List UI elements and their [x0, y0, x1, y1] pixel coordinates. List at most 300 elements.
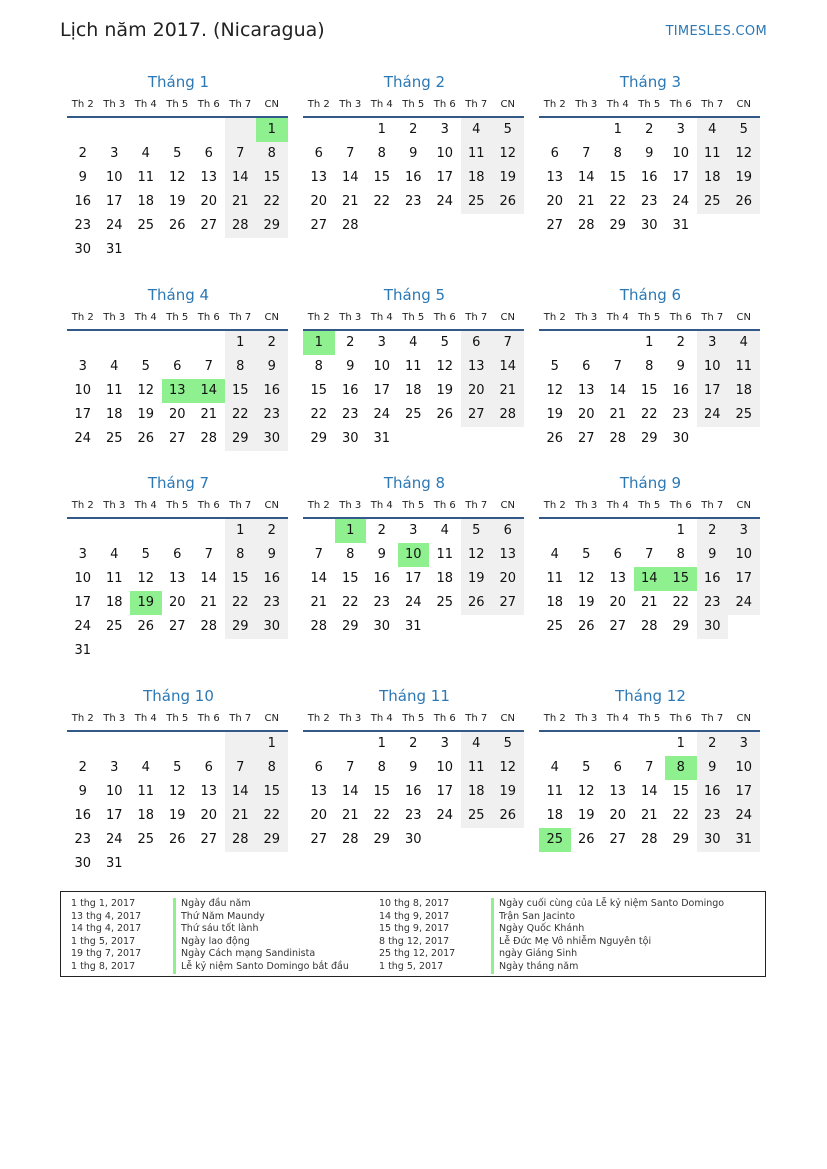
- day-cell[interactable]: 22: [310, 407, 328, 422]
- day-cell[interactable]: 14: [225, 780, 257, 804]
- day-cell[interactable]: 8: [377, 760, 386, 775]
- day-cell[interactable]: 21: [200, 595, 218, 610]
- day-cell[interactable]: 6: [314, 760, 323, 775]
- day-cell[interactable]: 2: [409, 736, 418, 751]
- day-cell[interactable]: 2: [676, 335, 685, 350]
- day-cell[interactable]: 15: [640, 383, 658, 398]
- day-cell[interactable]: 9: [676, 359, 685, 374]
- day-cell[interactable]: 15: [256, 166, 288, 190]
- day-cell[interactable]: 22: [672, 595, 690, 610]
- day-cell[interactable]: 10: [697, 355, 729, 379]
- day-cell[interactable]: 17: [74, 595, 92, 610]
- day-cell[interactable]: 5: [728, 118, 760, 142]
- day-cell[interactable]: 25: [728, 403, 760, 427]
- day-cell[interactable]: 24: [105, 218, 123, 233]
- day-cell[interactable]: 24: [697, 403, 729, 427]
- day-cell[interactable]: 6: [173, 359, 182, 374]
- day-cell[interactable]: 14: [341, 784, 359, 799]
- day-cell[interactable]: 19: [492, 780, 524, 804]
- day-cell[interactable]: 11: [105, 571, 123, 586]
- day-cell[interactable]: 5: [173, 146, 182, 161]
- day-cell[interactable]: 23: [404, 808, 422, 823]
- day-cell[interactable]: 2: [78, 146, 87, 161]
- day-cell[interactable]: 9: [78, 784, 87, 799]
- day-cell[interactable]: 30: [256, 427, 288, 451]
- day-cell[interactable]: 20: [461, 379, 493, 403]
- day-cell[interactable]: 4: [141, 760, 150, 775]
- day-cell[interactable]: 31: [105, 856, 123, 871]
- day-cell[interactable]: 10: [672, 146, 690, 161]
- day-cell[interactable]: 10: [436, 146, 454, 161]
- day-cell[interactable]: 9: [78, 170, 87, 185]
- day-cell[interactable]: 24: [404, 595, 422, 610]
- day-cell[interactable]: 22: [672, 808, 690, 823]
- day-cell[interactable]: 23: [640, 194, 658, 209]
- day-cell[interactable]: 23: [341, 407, 359, 422]
- day-cell[interactable]: 1: [676, 523, 685, 538]
- day-cell[interactable]: 7: [613, 359, 622, 374]
- day-cell[interactable]: 11: [404, 359, 422, 374]
- day-cell[interactable]: 25: [436, 595, 454, 610]
- day-cell[interactable]: 19: [436, 383, 454, 398]
- day-cell[interactable]: 4: [461, 732, 493, 756]
- day-cell[interactable]: 7: [346, 146, 355, 161]
- day-cell[interactable]: 9: [697, 543, 729, 567]
- day-cell[interactable]: 16: [256, 379, 288, 403]
- day-cell[interactable]: 22: [373, 194, 391, 209]
- day-cell[interactable]: 26: [492, 190, 524, 214]
- day-cell[interactable]: 17: [436, 170, 454, 185]
- day-cell[interactable]: 9: [256, 543, 288, 567]
- day-cell[interactable]: 22: [225, 403, 257, 427]
- day-cell[interactable]: 7: [582, 146, 591, 161]
- day-cell[interactable]: 1: [256, 732, 288, 756]
- day-cell[interactable]: 10: [728, 543, 760, 567]
- day-cell[interactable]: 5: [141, 547, 150, 562]
- day-cell[interactable]: 13: [310, 170, 328, 185]
- day-cell[interactable]: 14: [200, 571, 218, 586]
- day-cell[interactable]: 18: [461, 780, 493, 804]
- day-cell[interactable]: 28: [609, 431, 627, 446]
- day-cell[interactable]: 14: [577, 170, 595, 185]
- day-cell[interactable]: 31: [74, 643, 92, 658]
- day-cell[interactable]: 22: [373, 808, 391, 823]
- day-cell[interactable]: 21: [609, 407, 627, 422]
- day-cell[interactable]: 3: [440, 736, 449, 751]
- day-cell[interactable]: 17: [105, 808, 123, 823]
- day-cell[interactable]: 10: [436, 760, 454, 775]
- day-cell[interactable]: 4: [409, 335, 418, 350]
- day-cell[interactable]: 1: [377, 736, 386, 751]
- day-cell[interactable]: 2: [409, 122, 418, 137]
- day-cell[interactable]: 28: [200, 431, 218, 446]
- day-cell[interactable]: 24: [728, 804, 760, 828]
- day-cell[interactable]: 12: [137, 571, 155, 586]
- day-cell[interactable]: 15: [609, 170, 627, 185]
- day-cell[interactable]: 31: [373, 431, 391, 446]
- day-cell[interactable]: 7: [645, 760, 654, 775]
- day-cell[interactable]: 16: [74, 194, 92, 209]
- day-cell[interactable]: 23: [672, 407, 690, 422]
- day-cell[interactable]: 16: [74, 808, 92, 823]
- day-cell[interactable]: 20: [577, 407, 595, 422]
- day-cell[interactable]: 18: [697, 166, 729, 190]
- day-cell[interactable]: 14: [492, 355, 524, 379]
- day-cell[interactable]: 12: [168, 170, 186, 185]
- day-cell[interactable]: 29: [672, 619, 690, 634]
- day-cell[interactable]: 6: [492, 519, 524, 543]
- day-cell[interactable]: 16: [341, 383, 359, 398]
- day-cell[interactable]: 14: [609, 383, 627, 398]
- day-cell[interactable]: 9: [645, 146, 654, 161]
- day-cell[interactable]: 27: [461, 403, 493, 427]
- day-cell[interactable]: 24: [74, 619, 92, 634]
- day-cell[interactable]: 11: [697, 142, 729, 166]
- day-cell[interactable]: 12: [577, 784, 595, 799]
- day-cell[interactable]: 10: [373, 359, 391, 374]
- day-cell[interactable]: 17: [74, 407, 92, 422]
- day-cell[interactable]: 29: [225, 615, 257, 639]
- day-cell[interactable]: 2: [697, 519, 729, 543]
- day-cell[interactable]: 5: [461, 519, 493, 543]
- day-cell[interactable]: 2: [78, 760, 87, 775]
- day-cell[interactable]: 6: [204, 146, 213, 161]
- day-cell[interactable]: 24: [436, 808, 454, 823]
- site-link[interactable]: TIMESLES.COM: [665, 24, 767, 39]
- day-cell[interactable]: 4: [461, 118, 493, 142]
- day-cell[interactable]: 30: [697, 828, 729, 852]
- day-cell[interactable]: 8: [256, 756, 288, 780]
- day-cell[interactable]: 14: [341, 170, 359, 185]
- day-cell[interactable]: 19: [492, 166, 524, 190]
- day-cell[interactable]: 25: [105, 431, 123, 446]
- day-cell[interactable]: 31: [672, 218, 690, 233]
- day-cell[interactable]: 7: [492, 331, 524, 355]
- day-cell[interactable]: 3: [78, 547, 87, 562]
- day-cell[interactable]: 8: [314, 359, 323, 374]
- day-cell[interactable]: 29: [256, 214, 288, 238]
- day-cell[interactable]: 20: [310, 808, 328, 823]
- day-cell[interactable]: 31: [105, 242, 123, 257]
- day-cell[interactable]: 13: [200, 170, 218, 185]
- day-cell[interactable]: 15: [225, 379, 257, 403]
- day-cell[interactable]: 30: [341, 431, 359, 446]
- holiday-day-cell[interactable]: 1: [303, 331, 335, 355]
- day-cell[interactable]: 11: [137, 784, 155, 799]
- day-cell[interactable]: 23: [697, 804, 729, 828]
- day-cell[interactable]: 24: [105, 832, 123, 847]
- day-cell[interactable]: 18: [546, 808, 564, 823]
- day-cell[interactable]: 25: [546, 619, 564, 634]
- day-cell[interactable]: 28: [640, 832, 658, 847]
- day-cell[interactable]: 12: [137, 383, 155, 398]
- day-cell[interactable]: 28: [341, 832, 359, 847]
- day-cell[interactable]: 2: [697, 732, 729, 756]
- day-cell[interactable]: 7: [204, 359, 213, 374]
- day-cell[interactable]: 27: [310, 832, 328, 847]
- day-cell[interactable]: 3: [409, 523, 418, 538]
- day-cell[interactable]: 16: [404, 784, 422, 799]
- day-cell[interactable]: 13: [310, 784, 328, 799]
- day-cell[interactable]: 24: [74, 431, 92, 446]
- day-cell[interactable]: 22: [225, 591, 257, 615]
- day-cell[interactable]: 19: [168, 194, 186, 209]
- day-cell[interactable]: 8: [346, 547, 355, 562]
- day-cell[interactable]: 3: [697, 331, 729, 355]
- day-cell[interactable]: 17: [404, 571, 422, 586]
- day-cell[interactable]: 10: [74, 383, 92, 398]
- day-cell[interactable]: 21: [225, 804, 257, 828]
- day-cell[interactable]: 27: [168, 619, 186, 634]
- day-cell[interactable]: 22: [256, 804, 288, 828]
- day-cell[interactable]: 24: [672, 194, 690, 209]
- day-cell[interactable]: 26: [546, 431, 564, 446]
- day-cell[interactable]: 24: [373, 407, 391, 422]
- day-cell[interactable]: 24: [728, 591, 760, 615]
- day-cell[interactable]: 4: [550, 760, 559, 775]
- day-cell[interactable]: 20: [546, 194, 564, 209]
- day-cell[interactable]: 8: [676, 547, 685, 562]
- day-cell[interactable]: 16: [697, 567, 729, 591]
- day-cell[interactable]: 19: [546, 407, 564, 422]
- day-cell[interactable]: 14: [225, 166, 257, 190]
- day-cell[interactable]: 1: [225, 519, 257, 543]
- day-cell[interactable]: 25: [461, 804, 493, 828]
- day-cell[interactable]: 26: [168, 218, 186, 233]
- day-cell[interactable]: 30: [74, 242, 92, 257]
- day-cell[interactable]: 12: [436, 359, 454, 374]
- day-cell[interactable]: 9: [697, 756, 729, 780]
- day-cell[interactable]: 27: [200, 832, 218, 847]
- day-cell[interactable]: 27: [200, 218, 218, 233]
- holiday-day-cell[interactable]: 15: [665, 567, 697, 591]
- day-cell[interactable]: 9: [377, 547, 386, 562]
- day-cell[interactable]: 6: [204, 760, 213, 775]
- day-cell[interactable]: 4: [697, 118, 729, 142]
- day-cell[interactable]: 11: [461, 756, 493, 780]
- day-cell[interactable]: 11: [461, 142, 493, 166]
- holiday-day-cell[interactable]: 8: [665, 756, 697, 780]
- day-cell[interactable]: 16: [640, 170, 658, 185]
- day-cell[interactable]: 22: [341, 595, 359, 610]
- day-cell[interactable]: 25: [137, 218, 155, 233]
- day-cell[interactable]: 17: [436, 784, 454, 799]
- day-cell[interactable]: 17: [728, 780, 760, 804]
- day-cell[interactable]: 9: [409, 760, 418, 775]
- day-cell[interactable]: 29: [341, 619, 359, 634]
- day-cell[interactable]: 21: [341, 194, 359, 209]
- day-cell[interactable]: 25: [137, 832, 155, 847]
- day-cell[interactable]: 21: [640, 808, 658, 823]
- day-cell[interactable]: 18: [461, 166, 493, 190]
- day-cell[interactable]: 15: [373, 170, 391, 185]
- day-cell[interactable]: 28: [577, 218, 595, 233]
- day-cell[interactable]: 26: [137, 619, 155, 634]
- day-cell[interactable]: 11: [546, 784, 564, 799]
- day-cell[interactable]: 10: [728, 756, 760, 780]
- day-cell[interactable]: 9: [256, 355, 288, 379]
- day-cell[interactable]: 21: [492, 379, 524, 403]
- day-cell[interactable]: 7: [225, 756, 257, 780]
- day-cell[interactable]: 25: [697, 190, 729, 214]
- day-cell[interactable]: 13: [577, 383, 595, 398]
- day-cell[interactable]: 3: [110, 760, 119, 775]
- day-cell[interactable]: 14: [640, 784, 658, 799]
- day-cell[interactable]: 20: [168, 407, 186, 422]
- day-cell[interactable]: 6: [582, 359, 591, 374]
- day-cell[interactable]: 2: [377, 523, 386, 538]
- day-cell[interactable]: 19: [577, 595, 595, 610]
- day-cell[interactable]: 5: [550, 359, 559, 374]
- day-cell[interactable]: 28: [225, 214, 257, 238]
- day-cell[interactable]: 5: [492, 732, 524, 756]
- day-cell[interactable]: 10: [105, 784, 123, 799]
- day-cell[interactable]: 4: [440, 523, 449, 538]
- day-cell[interactable]: 14: [310, 571, 328, 586]
- day-cell[interactable]: 23: [256, 403, 288, 427]
- day-cell[interactable]: 27: [577, 431, 595, 446]
- day-cell[interactable]: 6: [461, 331, 493, 355]
- day-cell[interactable]: 1: [613, 122, 622, 137]
- day-cell[interactable]: 25: [105, 619, 123, 634]
- day-cell[interactable]: 23: [404, 194, 422, 209]
- day-cell[interactable]: 11: [137, 170, 155, 185]
- day-cell[interactable]: 2: [256, 519, 288, 543]
- day-cell[interactable]: 27: [546, 218, 564, 233]
- day-cell[interactable]: 21: [341, 808, 359, 823]
- day-cell[interactable]: 6: [613, 547, 622, 562]
- day-cell[interactable]: 16: [404, 170, 422, 185]
- day-cell[interactable]: 8: [613, 146, 622, 161]
- day-cell[interactable]: 18: [105, 407, 123, 422]
- day-cell[interactable]: 13: [461, 355, 493, 379]
- day-cell[interactable]: 7: [314, 547, 323, 562]
- day-cell[interactable]: 1: [225, 331, 257, 355]
- day-cell[interactable]: 3: [440, 122, 449, 137]
- day-cell[interactable]: 18: [137, 808, 155, 823]
- day-cell[interactable]: 5: [492, 118, 524, 142]
- day-cell[interactable]: 8: [377, 146, 386, 161]
- day-cell[interactable]: 13: [200, 784, 218, 799]
- day-cell[interactable]: 10: [105, 170, 123, 185]
- day-cell[interactable]: 31: [404, 619, 422, 634]
- day-cell[interactable]: 27: [609, 832, 627, 847]
- day-cell[interactable]: 30: [640, 218, 658, 233]
- day-cell[interactable]: 23: [256, 591, 288, 615]
- day-cell[interactable]: 5: [173, 760, 182, 775]
- day-cell[interactable]: 29: [373, 832, 391, 847]
- day-cell[interactable]: 29: [225, 427, 257, 451]
- day-cell[interactable]: 13: [546, 170, 564, 185]
- day-cell[interactable]: 29: [310, 431, 328, 446]
- day-cell[interactable]: 15: [373, 784, 391, 799]
- day-cell[interactable]: 11: [105, 383, 123, 398]
- day-cell[interactable]: 26: [137, 431, 155, 446]
- day-cell[interactable]: 12: [577, 571, 595, 586]
- day-cell[interactable]: 21: [640, 595, 658, 610]
- day-cell[interactable]: 24: [436, 194, 454, 209]
- holiday-day-cell[interactable]: 13: [162, 379, 194, 403]
- day-cell[interactable]: 18: [728, 379, 760, 403]
- day-cell[interactable]: 11: [436, 547, 454, 562]
- day-cell[interactable]: 8: [256, 142, 288, 166]
- day-cell[interactable]: 28: [225, 828, 257, 852]
- day-cell[interactable]: 4: [110, 547, 119, 562]
- day-cell[interactable]: 19: [461, 567, 493, 591]
- day-cell[interactable]: 2: [256, 331, 288, 355]
- day-cell[interactable]: 2: [645, 122, 654, 137]
- holiday-day-cell[interactable]: 19: [130, 591, 162, 615]
- day-cell[interactable]: 30: [672, 431, 690, 446]
- day-cell[interactable]: 1: [676, 736, 685, 751]
- day-cell[interactable]: 15: [256, 780, 288, 804]
- day-cell[interactable]: 17: [728, 567, 760, 591]
- day-cell[interactable]: 22: [640, 407, 658, 422]
- day-cell[interactable]: 8: [645, 359, 654, 374]
- day-cell[interactable]: 23: [697, 591, 729, 615]
- day-cell[interactable]: 18: [436, 571, 454, 586]
- day-cell[interactable]: 12: [728, 142, 760, 166]
- day-cell[interactable]: 29: [672, 832, 690, 847]
- day-cell[interactable]: 19: [168, 808, 186, 823]
- day-cell[interactable]: 28: [200, 619, 218, 634]
- day-cell[interactable]: 7: [204, 547, 213, 562]
- day-cell[interactable]: 2: [346, 335, 355, 350]
- day-cell[interactable]: 30: [256, 615, 288, 639]
- day-cell[interactable]: 4: [110, 359, 119, 374]
- day-cell[interactable]: 21: [225, 190, 257, 214]
- day-cell[interactable]: 31: [728, 828, 760, 852]
- day-cell[interactable]: 8: [225, 355, 257, 379]
- day-cell[interactable]: 26: [577, 619, 595, 634]
- day-cell[interactable]: 20: [492, 567, 524, 591]
- day-cell[interactable]: 28: [640, 619, 658, 634]
- day-cell[interactable]: 12: [546, 383, 564, 398]
- day-cell[interactable]: 10: [74, 571, 92, 586]
- day-cell[interactable]: 12: [492, 756, 524, 780]
- day-cell[interactable]: 16: [256, 567, 288, 591]
- day-cell[interactable]: 16: [672, 383, 690, 398]
- day-cell[interactable]: 26: [577, 832, 595, 847]
- day-cell[interactable]: 16: [373, 571, 391, 586]
- day-cell[interactable]: 9: [409, 146, 418, 161]
- day-cell[interactable]: 19: [577, 808, 595, 823]
- day-cell[interactable]: 6: [173, 547, 182, 562]
- day-cell[interactable]: 27: [168, 431, 186, 446]
- day-cell[interactable]: 6: [613, 760, 622, 775]
- day-cell[interactable]: 13: [609, 571, 627, 586]
- day-cell[interactable]: 4: [550, 547, 559, 562]
- holiday-day-cell[interactable]: 25: [539, 828, 571, 852]
- day-cell[interactable]: 1: [377, 122, 386, 137]
- day-cell[interactable]: 15: [310, 383, 328, 398]
- day-cell[interactable]: 3: [728, 519, 760, 543]
- day-cell[interactable]: 13: [168, 571, 186, 586]
- day-cell[interactable]: 21: [577, 194, 595, 209]
- day-cell[interactable]: 26: [492, 804, 524, 828]
- day-cell[interactable]: 5: [582, 760, 591, 775]
- day-cell[interactable]: 12: [168, 784, 186, 799]
- day-cell[interactable]: 20: [200, 808, 218, 823]
- day-cell[interactable]: 9: [346, 359, 355, 374]
- holiday-day-cell[interactable]: 14: [634, 567, 666, 591]
- day-cell[interactable]: 22: [256, 190, 288, 214]
- day-cell[interactable]: 13: [492, 543, 524, 567]
- day-cell[interactable]: 23: [373, 595, 391, 610]
- day-cell[interactable]: 13: [609, 784, 627, 799]
- day-cell[interactable]: 12: [461, 543, 493, 567]
- day-cell[interactable]: 29: [609, 218, 627, 233]
